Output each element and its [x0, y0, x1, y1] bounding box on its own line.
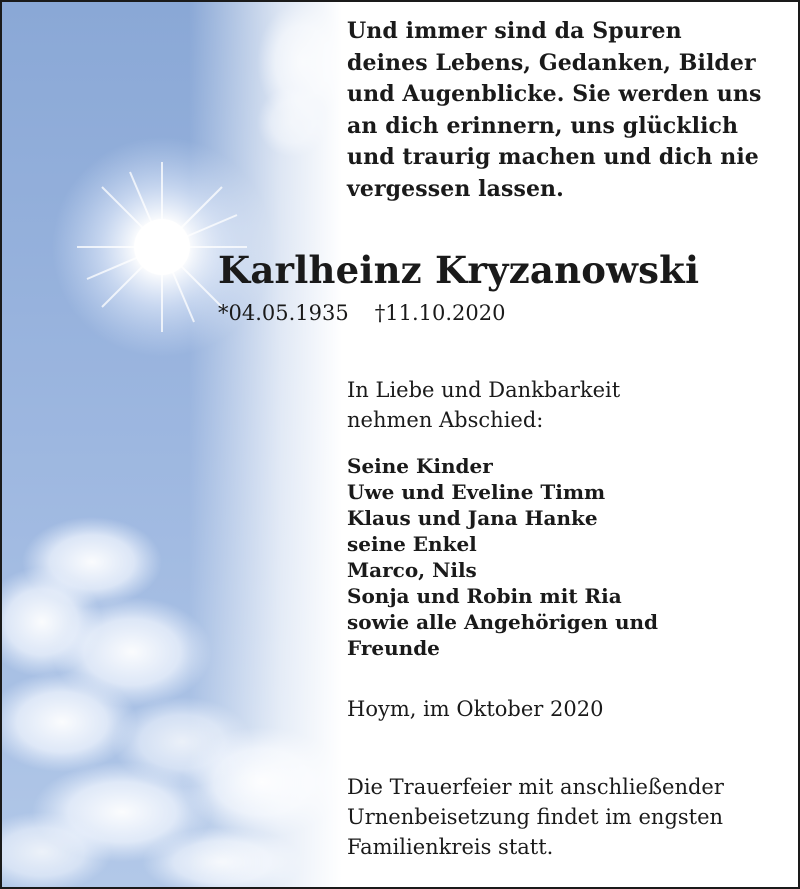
- verse-poem: [347, 16, 787, 205]
- mourner-line: Klaus und Jana Hanke: [347, 506, 598, 530]
- verse-line: vergessen lassen.: [347, 175, 564, 202]
- verse-line: und traurig machen und dich nie: [347, 144, 759, 170]
- ceremony-line: Die Trauerfeier mit anschließender: [347, 775, 724, 799]
- farewell-line: In Liebe und Dankbarkeit: [347, 378, 621, 402]
- life-dates: [218, 298, 506, 328]
- sky-sun-image: [2, 2, 342, 887]
- mourner-line: Marco, Nils: [347, 558, 477, 582]
- mourner-line: Sonja und Robin mit Ria: [347, 584, 622, 608]
- mourners-list: [347, 453, 658, 661]
- verse-line: deines Lebens, Gedanken, Bilder: [347, 49, 756, 76]
- verse-line: an dich erinnern, uns glücklich: [347, 112, 739, 139]
- mourner-line: Uwe und Eveline Timm: [347, 480, 606, 504]
- death-date: †11.10.2020: [374, 301, 506, 325]
- mourner-line: sowie alle Angehörigen und: [347, 610, 659, 634]
- deceased-name: Karlheinz Kryzanowski: [218, 248, 700, 292]
- place-date: Hoym, im Oktober 2020: [347, 697, 604, 721]
- farewell-text: [347, 375, 620, 435]
- ceremony-line: Familienkreis statt.: [347, 835, 554, 859]
- ceremony-note: [347, 772, 724, 862]
- mourner-line: Seine Kinder: [347, 454, 493, 478]
- farewell-line: nehmen Abschied:: [347, 408, 544, 432]
- birth-date: *04.05.1935: [218, 301, 349, 325]
- mourner-line: Freunde: [347, 636, 440, 660]
- mourner-line: seine Enkel: [347, 532, 477, 556]
- verse-line: und Augenblicke. Sie werden uns: [347, 81, 762, 107]
- ceremony-line: Urnenbeisetzung findet im engsten: [347, 805, 724, 829]
- verse-line: Und immer sind da Spuren: [347, 18, 682, 44]
